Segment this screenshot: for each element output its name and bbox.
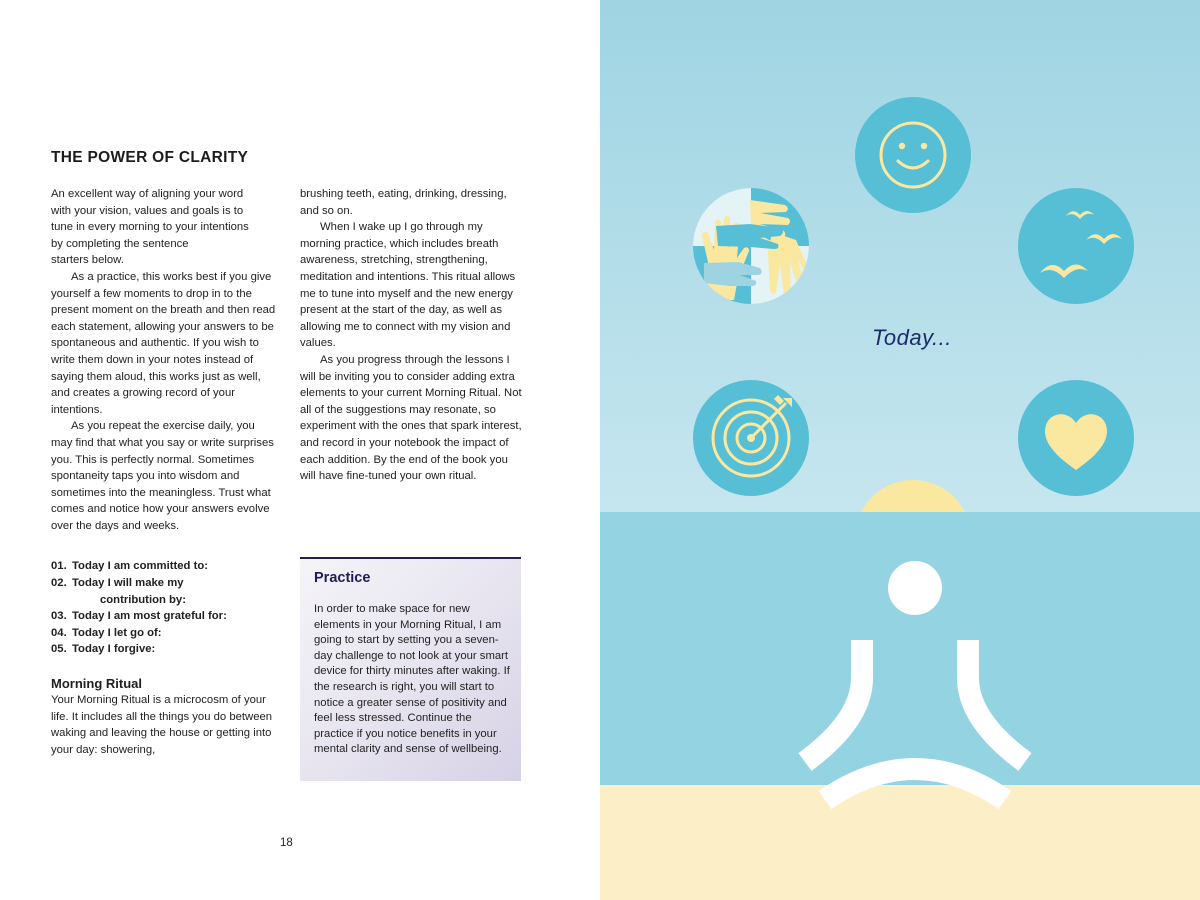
starter-number: 03. <box>51 610 67 623</box>
practice-callout <box>300 557 521 781</box>
morning-practice-paragraph: When I wake up I go through my morning practice, which includes breath awareness, stretching, strengthening, meditation and intentions. This ritual allows me to tune into myself and the new energy present at the start of the day, as well as allowing me to connect with my vision and values. <box>300 221 516 350</box>
intro-paragraph <box>51 186 277 269</box>
starter-text: Today I am most grateful for: <box>72 610 227 623</box>
practice-title: Practice <box>314 570 371 586</box>
starter-number: 05. <box>51 643 67 656</box>
intro-line: tune in every morning to your intentions <box>51 221 249 234</box>
section-heading: THE POWER OF CLARITY <box>51 149 249 166</box>
lessons-paragraph: As you progress through the lessons I will be inviting you to consider adding extra elements to your current Morning Ritual. Not all of the suggestions may resonate, so experiment with the ones that spark interest, and record in your notebook the impact of each addition. By the end of the book you will have fine-tuned your own ritual. <box>300 353 522 483</box>
heart-icon <box>1018 380 1134 496</box>
sentence-starters-list <box>51 558 277 658</box>
morning-ritual-paragraph: Your Morning Ritual is a microcosm of your life. It includes all the things you do between waking and leaving the house or getting into your day: showering, <box>51 694 273 756</box>
starter-text: Today I forgive: <box>72 643 156 656</box>
smiley-face-icon <box>855 97 971 213</box>
intro-line: with your vision, values and goals is to <box>51 204 244 217</box>
illustration <box>600 0 1200 900</box>
sand-strip <box>600 785 1200 900</box>
starter-text <box>71 575 186 608</box>
text-column-right <box>300 186 526 485</box>
text-column-left <box>51 186 277 758</box>
starter-text-line: contribution by: <box>100 593 186 606</box>
lower-panel <box>600 512 1200 785</box>
starter-text: Today I am committed to: <box>72 560 208 573</box>
sentence-starter-item <box>51 625 277 642</box>
daily-exercise-paragraph: As you repeat the exercise daily, you may find that what you say or write surprises you. This is perfectly normal. Sometimes spontaneity taps you into wisdom and sometimes into the meaningless. Trust what comes and notice how your answers evolve over the days and weeks. <box>51 420 274 532</box>
practice-body: In order to make space for new elements in your Morning Ritual, I am going to start by setting you a seven-day challenge to not look at your smart device for thirty minutes after waking. If the research is right, you will start to notice a greater sense of positivity and feel less stressed. Continue the practice if you notice benefits in your mental clarity and sense of wellbeing. <box>314 603 510 756</box>
continuation-paragraph: brushing teeth, eating, drinking, dressing, and so on. <box>300 188 507 217</box>
target-arrow-icon <box>693 380 809 496</box>
morning-ritual-heading: Morning Ritual <box>51 676 142 692</box>
intro-line: by completing the sentence <box>51 237 189 250</box>
today-caption: Today... <box>872 325 952 350</box>
starter-number: 02. <box>51 577 67 590</box>
intro-line: An excellent way of aligning your word <box>51 188 244 200</box>
sentence-starter-item <box>51 558 277 575</box>
sentence-starter-item <box>51 575 277 608</box>
starter-text: Today I let go of: <box>72 626 162 639</box>
illustration-page <box>600 0 1200 900</box>
starter-number: 04. <box>51 626 67 639</box>
starter-text-line: Today I will make my <box>72 577 184 590</box>
page-number: 18 <box>280 837 293 849</box>
intro-line: starters below. <box>51 254 124 267</box>
sentence-starter-item <box>51 608 277 625</box>
birds-icon <box>1018 188 1134 304</box>
practice-explanation-paragraph: As a practice, this works best if you give yourself a few moments to drop in to the present moment on the breath and then read each statement, allowing your answers to be spontaneous and authentic. If you wish to write them down in your notes instead of saying them aloud, this works just as well, and creates a growing record of your intentions. <box>51 270 276 416</box>
sentence-starter-item <box>51 641 277 658</box>
starter-number: 01. <box>51 560 67 573</box>
